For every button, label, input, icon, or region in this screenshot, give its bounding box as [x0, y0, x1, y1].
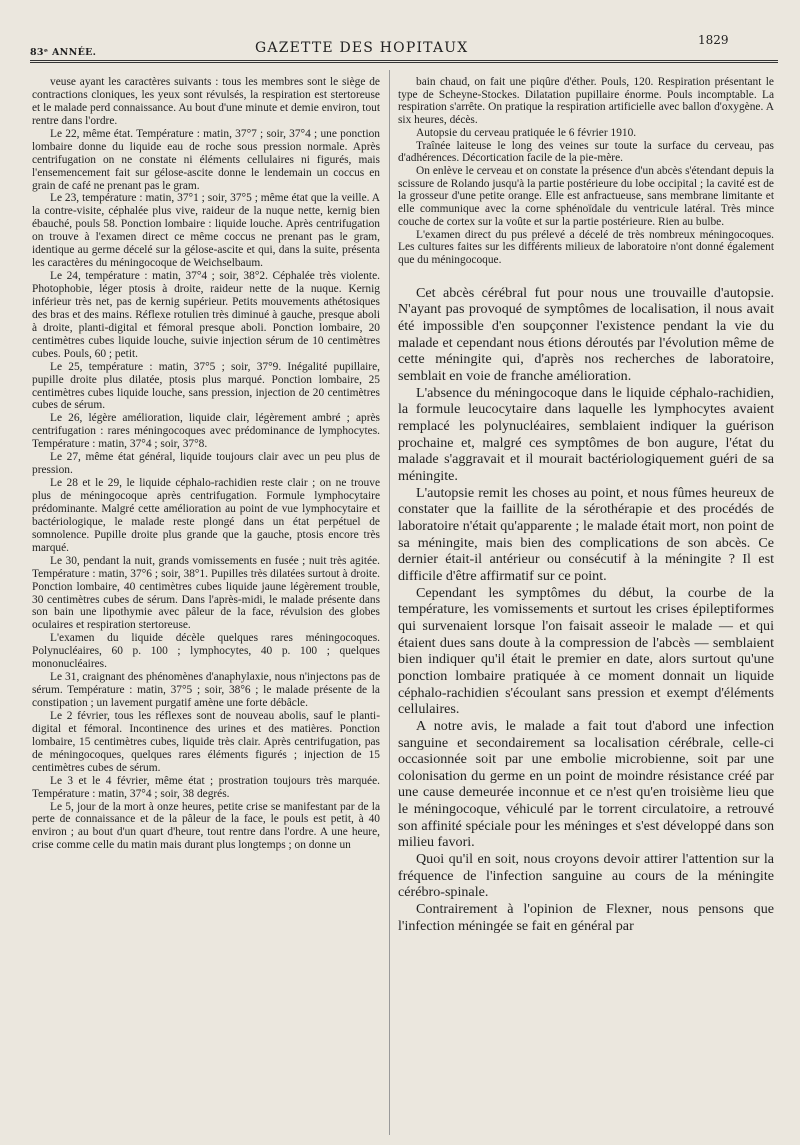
- paragraph: Le 3 et le 4 février, même état ; prostration toujours très marquée. Température : matin, 37°4 ; soir, 38 degrés.: [32, 774, 380, 800]
- paragraph: Le 28 et le 29, le liquide céphalo-rachidien reste clair ; on ne trouve plus de méningocoque après centrifugation. Formule lymphocytaire prédominante. Malgré cette amélioration au point de vue lymphocytaire et bactériologique, le malade reste plongé dans un état perpétuel de somnolence. Pupille droite plus grande que la gauche, ptosis encore très marqué.: [32, 477, 380, 554]
- paragraph: Le 5, jour de la mort à onze heures, petite crise se manifestant par de la perte de connaissance et de la pâleur de la face, le pouls est petit, à 40 environ ; au bout d'un quart d'heure, tout rentre dans l'ordre. A une heure, crise comme celle du matin mais durant plus longtemps ; on donne un: [32, 800, 380, 852]
- paragraph: L'examen direct du pus prélevé a décelé de très nombreux méningocoques. Les cultures faites sur les différents milieux de laboratoire n'ont donné également que du méningocoque.: [398, 228, 774, 267]
- paragraph: bain chaud, on fait une piqûre d'éther. Pouls, 120. Respiration présentant le type de Scheyne-Stockes. Dilatation pupillaire énorme. Pouls incomptable. La respiration s'arrête. On pratique la respiration artificielle avec ballon d'oxygène. A six heures, décès.: [398, 76, 774, 127]
- paragraph: Le 30, pendant la nuit, grands vomissements en fusée ; nuit très agitée. Température : matin, 37°6 ; soir, 38°1. Pupilles très dilatées surtout à droite. Ponction lombaire, 40 centimètres cubes liquide jaune légèrement trouble, 30 centimètres cubes de sérum. Dans l'après-midi, le malade présente dans son bain une lipothymie avec pâleur de la face, révulsion des globes oculaires et respiration stertoreuse.: [32, 554, 380, 632]
- paragraph: Cependant les symptômes du début, la courbe de la température, les vomissements et surtout les crises épileptiformes qui survenaient lorsque l'on faisait asseoir le malade — et qui étaient dues sans doute à la compression de l'abcès — semblaient bien indiquer qu'il était le premier en date, alors surtout qu'une ponction lombaire pratiquée à ce moment donnait un liquide céphalo-rachidien s'écoulant sans pression et exempt d'éléments cellulaires.: [398, 584, 774, 718]
- paragraph: On enlève le cerveau et on constate la présence d'un abcès s'étendant depuis la scissure de Rolando jusqu'à la partie postérieure du lobe occipital ; la cavité est de la grosseur d'une petite orange. Elle est anfractueuse, sans membrane limitante et elle communique avec la corne sphénoïdale du ventricule latéral. Très mince couche de cortex sur la voûte et sur la partie postérieure. Rien au bulbe.: [398, 165, 774, 228]
- paragraph: Le 24, température : matin, 37°4 ; soir, 38°2. Céphalée très violente. Photophobie, léger ptosis à droite, raideur nette de la nuque. Kernig inférieur très net, pas de kernig supérieur. Petits mouvements athétosiques des bras et des mains. Réflexe rotulien très diminué à gauche, presque aboli à droite, planti-digital et fémoral presque aboli. Ponction lombaire, 20 centimètres cubes liquide louche, suivie injection sérum de 10 centimètres cubes. Pouls, 60 ; petit.: [32, 270, 380, 360]
- paragraph: Le 26, légère amélioration, liquide clair, légèrement ambré ; après centrifugation : rares méningocoques avec prédominance de lymphocytes. Température : matin, 37°4 ; soir, 37°8.: [32, 412, 380, 451]
- discussion-section: [398, 285, 774, 935]
- paragraph: Le 22, même état. Température : matin, 37°7 ; soir, 37°4 ; une ponction lombaire donne du liquide eau de roche sous pression normale. Après centrifugation on ne constate ni éléments cellulaires ni figurés, mais l'ensemencement fait sur gélose-ascite donne le lendemain un coccus en grain de café ne prenant pas le gram.: [32, 127, 380, 192]
- journal-title: GAZETTE DES HOPITAUX: [255, 40, 469, 56]
- paragraph: veuse ayant les caractères suivants : tous les membres sont le siège de contractions cloniques, les yeux sont révulsés, la respiration est stertoreuse et le malade perd connaissance. Au bout d'une minute et demie environ, tout rentre dans l'ordre.: [32, 76, 380, 127]
- paragraph: Autopsie du cerveau pratiquée le 6 février 1910.: [416, 126, 637, 139]
- paragraph: A notre avis, le malade a fait tout d'abord une infection sanguine et secondairement sa localisation cérébrale, celle-ci occasionnée soit par une embolie microbienne, soit par une colonisation du germe en un point de moindre résistance créé par une cause demeurée inconnue et ce n'est qu'en troisième lieu que le méningocoque, véhiculé par le torrent circulatoire, a retrouvé son affinité spéciale pour les méninges et s'est développé dans son milieu favori.: [398, 717, 774, 851]
- paragraph: L'absence du méningocoque dans le liquide céphalo-rachidien, la formule leucocytaire dans laquelle les lymphocytes avaient remplacé les polynucléaires, semblaient indiquer la guérison prochaine et, malgré ces symptômes de bon augure, l'état du malade s'aggravait et il mourait bactériologiquement guéri de sa méningite.: [398, 384, 774, 484]
- page-number: 1829: [698, 33, 729, 47]
- paragraph: L'examen du liquide décèle quelques rares méningocoques. Polynucléaires, 60 p. 100 ; lymphocytes, 40 p. 100 ; quelques mononucléaires.: [32, 632, 380, 671]
- paragraph: Le 2 février, tous les réflexes sont de nouveau abolis, sauf le planti-digital et fémoral. Incontinence des urines et des matières. Ponction lombaire, 15 centimètres cubes, liquide très clair. Après centrifugation, pas de méningocoques, quelques rares éléments figurés ; injection de 15 centimètres cubes de sérum.: [32, 709, 380, 774]
- paragraph: Le 27, même état général, liquide toujours clair avec un peu plus de pression.: [32, 451, 380, 477]
- left-column: [32, 76, 380, 852]
- paragraph: Contrairement à l'opinion de Flexner, nous pensons que l'infection méningée se fait en général par: [398, 901, 774, 934]
- observation-section: [398, 76, 774, 267]
- paragraph: Le 31, craignant des phénomènes d'anaphylaxie, nous n'injectons pas de sérum. Température : matin, 37°5 ; soir, 38°6 ; le malade présente de la constipation ; un lavement purgatif amène une forte débâcle.: [32, 671, 380, 709]
- paragraph: Le 23, température : matin, 37°1 ; soir, 37°5 ; même état que la veille. A la contre-visite, céphalée plus vive, raideur de la nuque nette, kernig bien ébauché, pouls 58. Ponction lombaire : liquide louche. Après centrifugation on trouve à l'examen direct ce même coccus ne prenant pas le gram, identique au germe décelé sur la gélose-ascite et qui, dans la suite, présenta les caractères du méningocoque de Weichselbaum.: [32, 192, 380, 270]
- right-column: [398, 76, 774, 934]
- header-rule: [30, 60, 778, 63]
- paragraph: L'autopsie remit les choses au point, et nous fûmes heureux de constater que la faillite de la sérothérapie et des procédés de laboratoire n'était qu'apparente ; le malade était mort, non point de sa méningite, mais bien des complications de son abcès. Ce dernier était-il antérieur ou consécutif à la méningite ? Il est difficile d'être affirmatif sur ce point.: [398, 484, 774, 584]
- column-divider: [389, 70, 390, 1135]
- paragraph: Cet abcès cérébral fut pour nous une trouvaille d'autopsie. N'ayant pas provoqué de symptômes de localisation, il nous avait été impossible d'en soupçonner l'existence pendant la vie du malade et cependant nous étions déroutés par l'évolution même de cette méningite qui, d'après nos recherches de laboratoire, semblait en voie de franche amélioration.: [398, 284, 774, 385]
- paragraph: Quoi qu'il en soit, nous croyons devoir attirer l'attention sur la fréquence de l'infection sanguine au cours de la méningite cérébro-spinale.: [398, 851, 774, 901]
- paragraph: Le 25, température : matin, 37°5 ; soir, 37°9. Inégalité pupillaire, pupille droite plus dilatée, ptosis plus marqué. Ponction lombaire, 25 centimètres cubes liquide louche, sans pression, injection de 20 centimètres cubes de sérum.: [32, 360, 380, 412]
- paragraph: Traînée laiteuse le long des veines sur toute la surface du cerveau, pas d'adhérences. Décortication facile de la pie-mère.: [398, 139, 774, 165]
- issue-label: 83ᵉ ANNÉE.: [30, 47, 97, 58]
